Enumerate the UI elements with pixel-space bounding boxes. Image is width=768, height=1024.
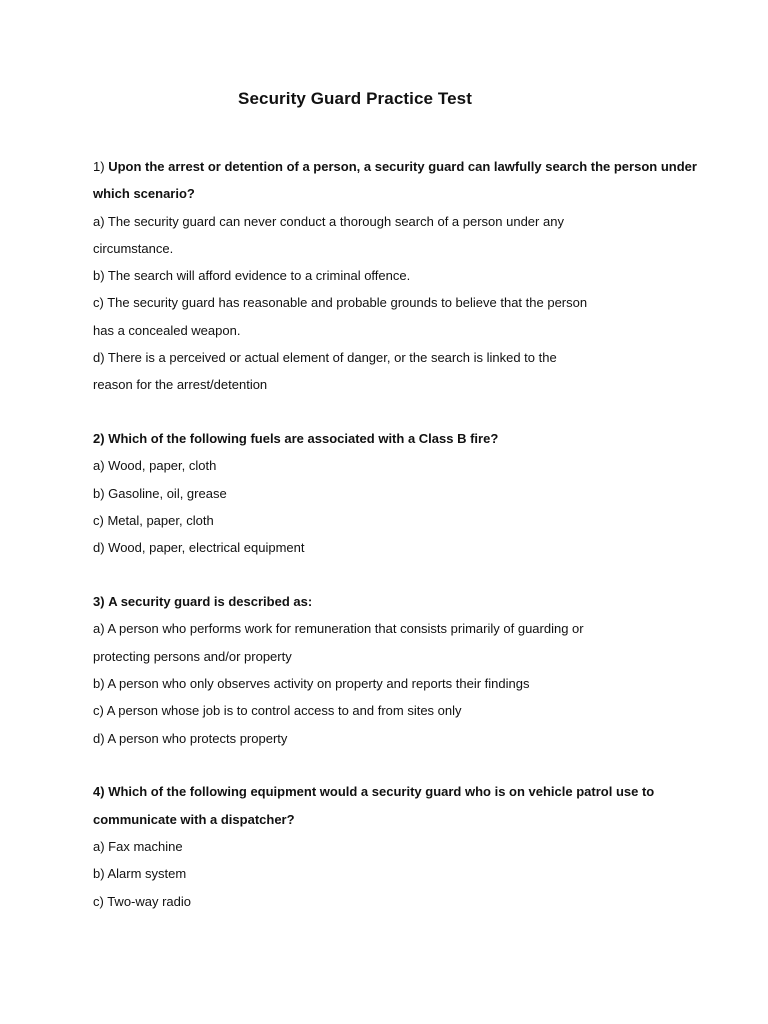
question-text: communicate with a dispatcher? — [93, 811, 295, 827]
answer-option — [93, 697, 683, 724]
question-line — [93, 153, 697, 180]
answer-option-text: reason for the arrest/detention — [93, 377, 268, 393]
answer-option-text: protecting persons and/or property — [93, 648, 292, 664]
answer-option — [93, 833, 683, 860]
question-line — [93, 806, 683, 833]
answer-option — [93, 208, 683, 235]
answer-option-text: b) Alarm system — [93, 866, 187, 882]
question-list — [93, 153, 697, 941]
answer-option — [93, 534, 683, 561]
question-line — [93, 778, 683, 805]
question-number: 4) — [93, 784, 105, 800]
answer-option-text: c) Two-way radio — [93, 893, 192, 909]
question-line — [93, 425, 683, 452]
answer-option — [93, 452, 683, 479]
answer-option-text: c) The security guard has reasonable and probable grounds to believe that the person — [93, 295, 588, 311]
answer-option-text: a) Fax machine — [93, 839, 183, 855]
answer-option-text: d) There is a perceived or actual element of danger, or the search is linked to the — [93, 350, 557, 366]
answer-option — [93, 480, 683, 507]
document-title: Security Guard Practice Test — [238, 89, 472, 108]
answer-option-text: a) The security guard can never conduct a thorough search of a person under any — [93, 213, 564, 229]
answer-option-text: c) A person whose job is to control access to and from sites only — [93, 703, 462, 719]
answer-option-text: has a concealed weapon. — [93, 322, 241, 338]
answer-option — [93, 289, 683, 316]
answer-option — [93, 507, 683, 534]
answer-option — [93, 860, 683, 887]
answer-option-text: d) Wood, paper, electrical equipment — [93, 540, 305, 556]
question-number: 1) — [93, 159, 105, 174]
answer-option — [93, 262, 683, 289]
question-line — [93, 180, 683, 207]
answer-option-text: b) Gasoline, oil, grease — [93, 485, 227, 501]
answer-option — [93, 643, 683, 670]
question-block — [93, 588, 683, 752]
answer-option-text: b) The search will afford evidence to a criminal offence. — [93, 268, 411, 284]
question-line — [93, 588, 683, 615]
answer-option — [93, 317, 683, 344]
answer-option — [93, 235, 683, 262]
answer-option-text: a) A person who performs work for remuneration that consists primarily of guarding or — [93, 621, 584, 637]
answer-option-text: a) Wood, paper, cloth — [93, 458, 217, 474]
answer-option — [93, 725, 683, 752]
question-number: 3) — [93, 594, 105, 610]
answer-option — [93, 888, 683, 915]
answer-option — [93, 615, 683, 642]
answer-option-text: d) A person who protects property — [93, 730, 288, 746]
question-number: 2) — [93, 431, 105, 447]
question-text: Upon the arrest or detention of a person, a security guard can lawfully search the person under — [108, 159, 697, 174]
question-block — [93, 153, 697, 399]
answer-option-text: circumstance. — [93, 240, 174, 256]
question-text: which scenario? — [93, 186, 195, 202]
question-text: A security guard is described as: — [108, 594, 313, 610]
question-block — [93, 425, 683, 561]
question-text: Which of the following equipment would a security guard who is on vehicle patrol use to — [108, 784, 655, 800]
answer-option-text: b) A person who only observes activity on property and reports their findings — [93, 676, 530, 692]
answer-option-text: c) Metal, paper, cloth — [93, 513, 214, 529]
question-block — [93, 778, 683, 914]
answer-option — [93, 670, 683, 697]
question-text: Which of the following fuels are associated with a Class B fire? — [108, 431, 499, 447]
answer-option — [93, 371, 683, 398]
answer-option — [93, 344, 683, 371]
